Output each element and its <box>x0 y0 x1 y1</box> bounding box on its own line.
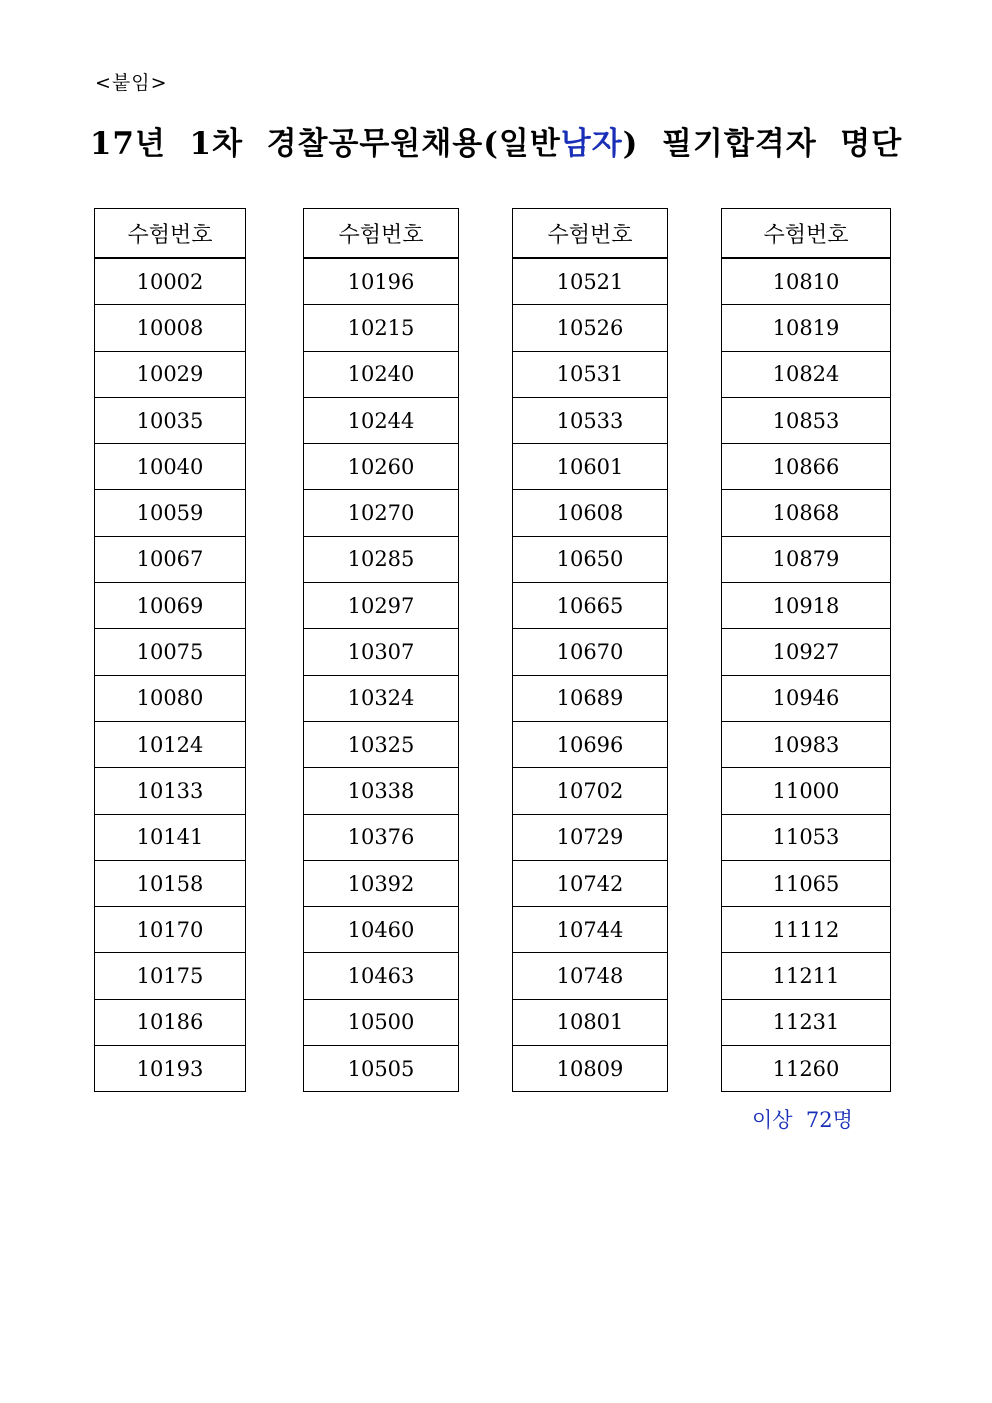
table-row <box>513 351 668 397</box>
exam-number-cell: 10040 <box>95 444 246 490</box>
exam-number-cell: 10533 <box>513 397 668 443</box>
column-header: 수험번호 <box>304 209 459 259</box>
exam-number-cell: 10742 <box>513 860 668 906</box>
table-row <box>513 814 668 860</box>
exam-number-cell: 10983 <box>722 721 891 767</box>
table-row <box>304 999 459 1045</box>
table-row <box>722 675 891 721</box>
exam-number-cell: 10215 <box>304 305 459 351</box>
attachment-label: <붙임> <box>95 72 168 94</box>
exam-number-cell: 10946 <box>722 675 891 721</box>
table-row <box>513 860 668 906</box>
exam-number-table-4 <box>721 208 891 1092</box>
exam-number-table-1 <box>94 208 246 1092</box>
column-header: 수험번호 <box>513 209 668 259</box>
exam-number-cell: 10035 <box>95 397 246 443</box>
exam-number-cell: 10748 <box>513 953 668 999</box>
table-row <box>304 305 459 351</box>
exam-number-cell: 10868 <box>722 490 891 536</box>
table-row <box>304 814 459 860</box>
table-row <box>304 629 459 675</box>
table-row <box>722 583 891 629</box>
title-highlight: 남자 <box>560 126 623 162</box>
exam-number-cell: 11260 <box>722 1046 891 1092</box>
table-row <box>722 444 891 490</box>
exam-number-cell: 10918 <box>722 583 891 629</box>
table-row <box>95 305 246 351</box>
table-row <box>95 999 246 1045</box>
table-row <box>95 351 246 397</box>
table-row <box>722 490 891 536</box>
exam-number-cell: 10260 <box>304 444 459 490</box>
table-row <box>722 629 891 675</box>
exam-number-cell: 10186 <box>95 999 246 1045</box>
exam-number-table-2 <box>303 208 459 1092</box>
table-row <box>304 907 459 953</box>
title-prefix: 17년 1차 경찰공무원채용(일반 <box>89 126 561 162</box>
table-row <box>722 305 891 351</box>
exam-number-cell: 10809 <box>513 1046 668 1092</box>
table-row <box>513 999 668 1045</box>
exam-number-cell: 10059 <box>95 490 246 536</box>
exam-number-cell: 10075 <box>95 629 246 675</box>
table-row <box>95 953 246 999</box>
table-row <box>95 258 246 305</box>
exam-number-cell: 10526 <box>513 305 668 351</box>
table-row <box>95 1046 246 1092</box>
table-row <box>304 1046 459 1092</box>
exam-number-cell: 10324 <box>304 675 459 721</box>
exam-number-cell: 10170 <box>95 907 246 953</box>
exam-number-cell: 10463 <box>304 953 459 999</box>
exam-number-cell: 11065 <box>722 860 891 906</box>
table-row <box>513 536 668 582</box>
table-row <box>304 536 459 582</box>
exam-number-cell: 10141 <box>95 814 246 860</box>
table-row <box>513 258 668 305</box>
exam-number-cell: 10460 <box>304 907 459 953</box>
exam-number-cell: 10500 <box>304 999 459 1045</box>
exam-number-cell: 10338 <box>304 768 459 814</box>
table-row <box>513 768 668 814</box>
exam-number-cell: 10927 <box>722 629 891 675</box>
table-row <box>95 397 246 443</box>
table-row <box>95 860 246 906</box>
exam-number-cell: 10505 <box>304 1046 459 1092</box>
table-row <box>513 444 668 490</box>
exam-number-cell: 10175 <box>95 953 246 999</box>
table-row <box>95 583 246 629</box>
exam-number-cell: 11231 <box>722 999 891 1045</box>
exam-number-cell: 10325 <box>304 721 459 767</box>
table-row <box>722 258 891 305</box>
table-row <box>513 953 668 999</box>
table-row <box>304 675 459 721</box>
exam-number-cell: 10244 <box>304 397 459 443</box>
table-row <box>722 1046 891 1092</box>
exam-number-cell: 10879 <box>722 536 891 582</box>
exam-number-cell: 10270 <box>304 490 459 536</box>
table-row <box>95 629 246 675</box>
table-row <box>513 907 668 953</box>
exam-number-cell: 11000 <box>722 768 891 814</box>
exam-number-cell: 10285 <box>304 536 459 582</box>
exam-number-cell: 10067 <box>95 536 246 582</box>
exam-number-cell: 10866 <box>722 444 891 490</box>
table-row <box>95 444 246 490</box>
exam-number-cell: 10029 <box>95 351 246 397</box>
exam-number-table-3 <box>512 208 668 1092</box>
exam-number-cell: 10376 <box>304 814 459 860</box>
table-row <box>304 258 459 305</box>
exam-number-cell: 10801 <box>513 999 668 1045</box>
table-row <box>722 397 891 443</box>
exam-number-cell: 10696 <box>513 721 668 767</box>
title-suffix: ) 필기합격자 명단 <box>622 126 903 162</box>
table-row <box>304 768 459 814</box>
table-row <box>95 768 246 814</box>
exam-number-cell: 10744 <box>513 907 668 953</box>
table-row <box>722 768 891 814</box>
table-row <box>513 1046 668 1092</box>
exam-number-cell: 10521 <box>513 258 668 305</box>
exam-number-cell: 11211 <box>722 953 891 999</box>
exam-number-cell: 10069 <box>95 583 246 629</box>
exam-number-cell: 10824 <box>722 351 891 397</box>
table-row <box>304 583 459 629</box>
table-row <box>304 721 459 767</box>
exam-number-cell: 10853 <box>722 397 891 443</box>
table-row <box>722 953 891 999</box>
table-row <box>722 536 891 582</box>
table-row <box>722 999 891 1045</box>
table-row <box>722 814 891 860</box>
exam-number-cell: 10297 <box>304 583 459 629</box>
table-row <box>304 953 459 999</box>
exam-number-cell: 10133 <box>95 768 246 814</box>
table-row <box>722 721 891 767</box>
table-row <box>304 444 459 490</box>
exam-number-cell: 10665 <box>513 583 668 629</box>
table-row <box>513 583 668 629</box>
exam-number-cell: 10608 <box>513 490 668 536</box>
table-row <box>513 675 668 721</box>
total-count: 이상 72명 <box>752 1108 853 1132</box>
table-row <box>304 490 459 536</box>
table-row <box>95 907 246 953</box>
table-row <box>513 305 668 351</box>
table-row <box>513 629 668 675</box>
exam-number-cell: 10124 <box>95 721 246 767</box>
table-row <box>95 675 246 721</box>
table-row <box>304 860 459 906</box>
exam-number-cell: 10689 <box>513 675 668 721</box>
page-title <box>0 118 992 163</box>
table-row <box>95 721 246 767</box>
exam-number-cell: 10158 <box>95 860 246 906</box>
exam-number-cell: 10002 <box>95 258 246 305</box>
table-row <box>722 351 891 397</box>
table-row <box>95 814 246 860</box>
table-row <box>513 721 668 767</box>
exam-number-cell: 10601 <box>513 444 668 490</box>
exam-number-cell: 10650 <box>513 536 668 582</box>
table-row <box>513 397 668 443</box>
table-row <box>513 490 668 536</box>
exam-number-cell: 10670 <box>513 629 668 675</box>
exam-number-cell: 10702 <box>513 768 668 814</box>
exam-number-cell: 11053 <box>722 814 891 860</box>
exam-number-cell: 10729 <box>513 814 668 860</box>
exam-number-cell: 10307 <box>304 629 459 675</box>
table-row <box>304 351 459 397</box>
table-row <box>95 490 246 536</box>
exam-number-cell: 10240 <box>304 351 459 397</box>
table-row <box>95 536 246 582</box>
column-header: 수험번호 <box>95 209 246 259</box>
table-row <box>722 860 891 906</box>
table-row <box>722 907 891 953</box>
exam-number-cell: 10008 <box>95 305 246 351</box>
exam-number-cell: 10193 <box>95 1046 246 1092</box>
column-header: 수험번호 <box>722 209 891 259</box>
exam-number-cell: 10810 <box>722 258 891 305</box>
exam-number-cell: 10392 <box>304 860 459 906</box>
table-row <box>304 397 459 443</box>
exam-number-cell: 11112 <box>722 907 891 953</box>
exam-number-cell: 10080 <box>95 675 246 721</box>
exam-number-cell: 10531 <box>513 351 668 397</box>
exam-number-cell: 10196 <box>304 258 459 305</box>
exam-number-cell: 10819 <box>722 305 891 351</box>
